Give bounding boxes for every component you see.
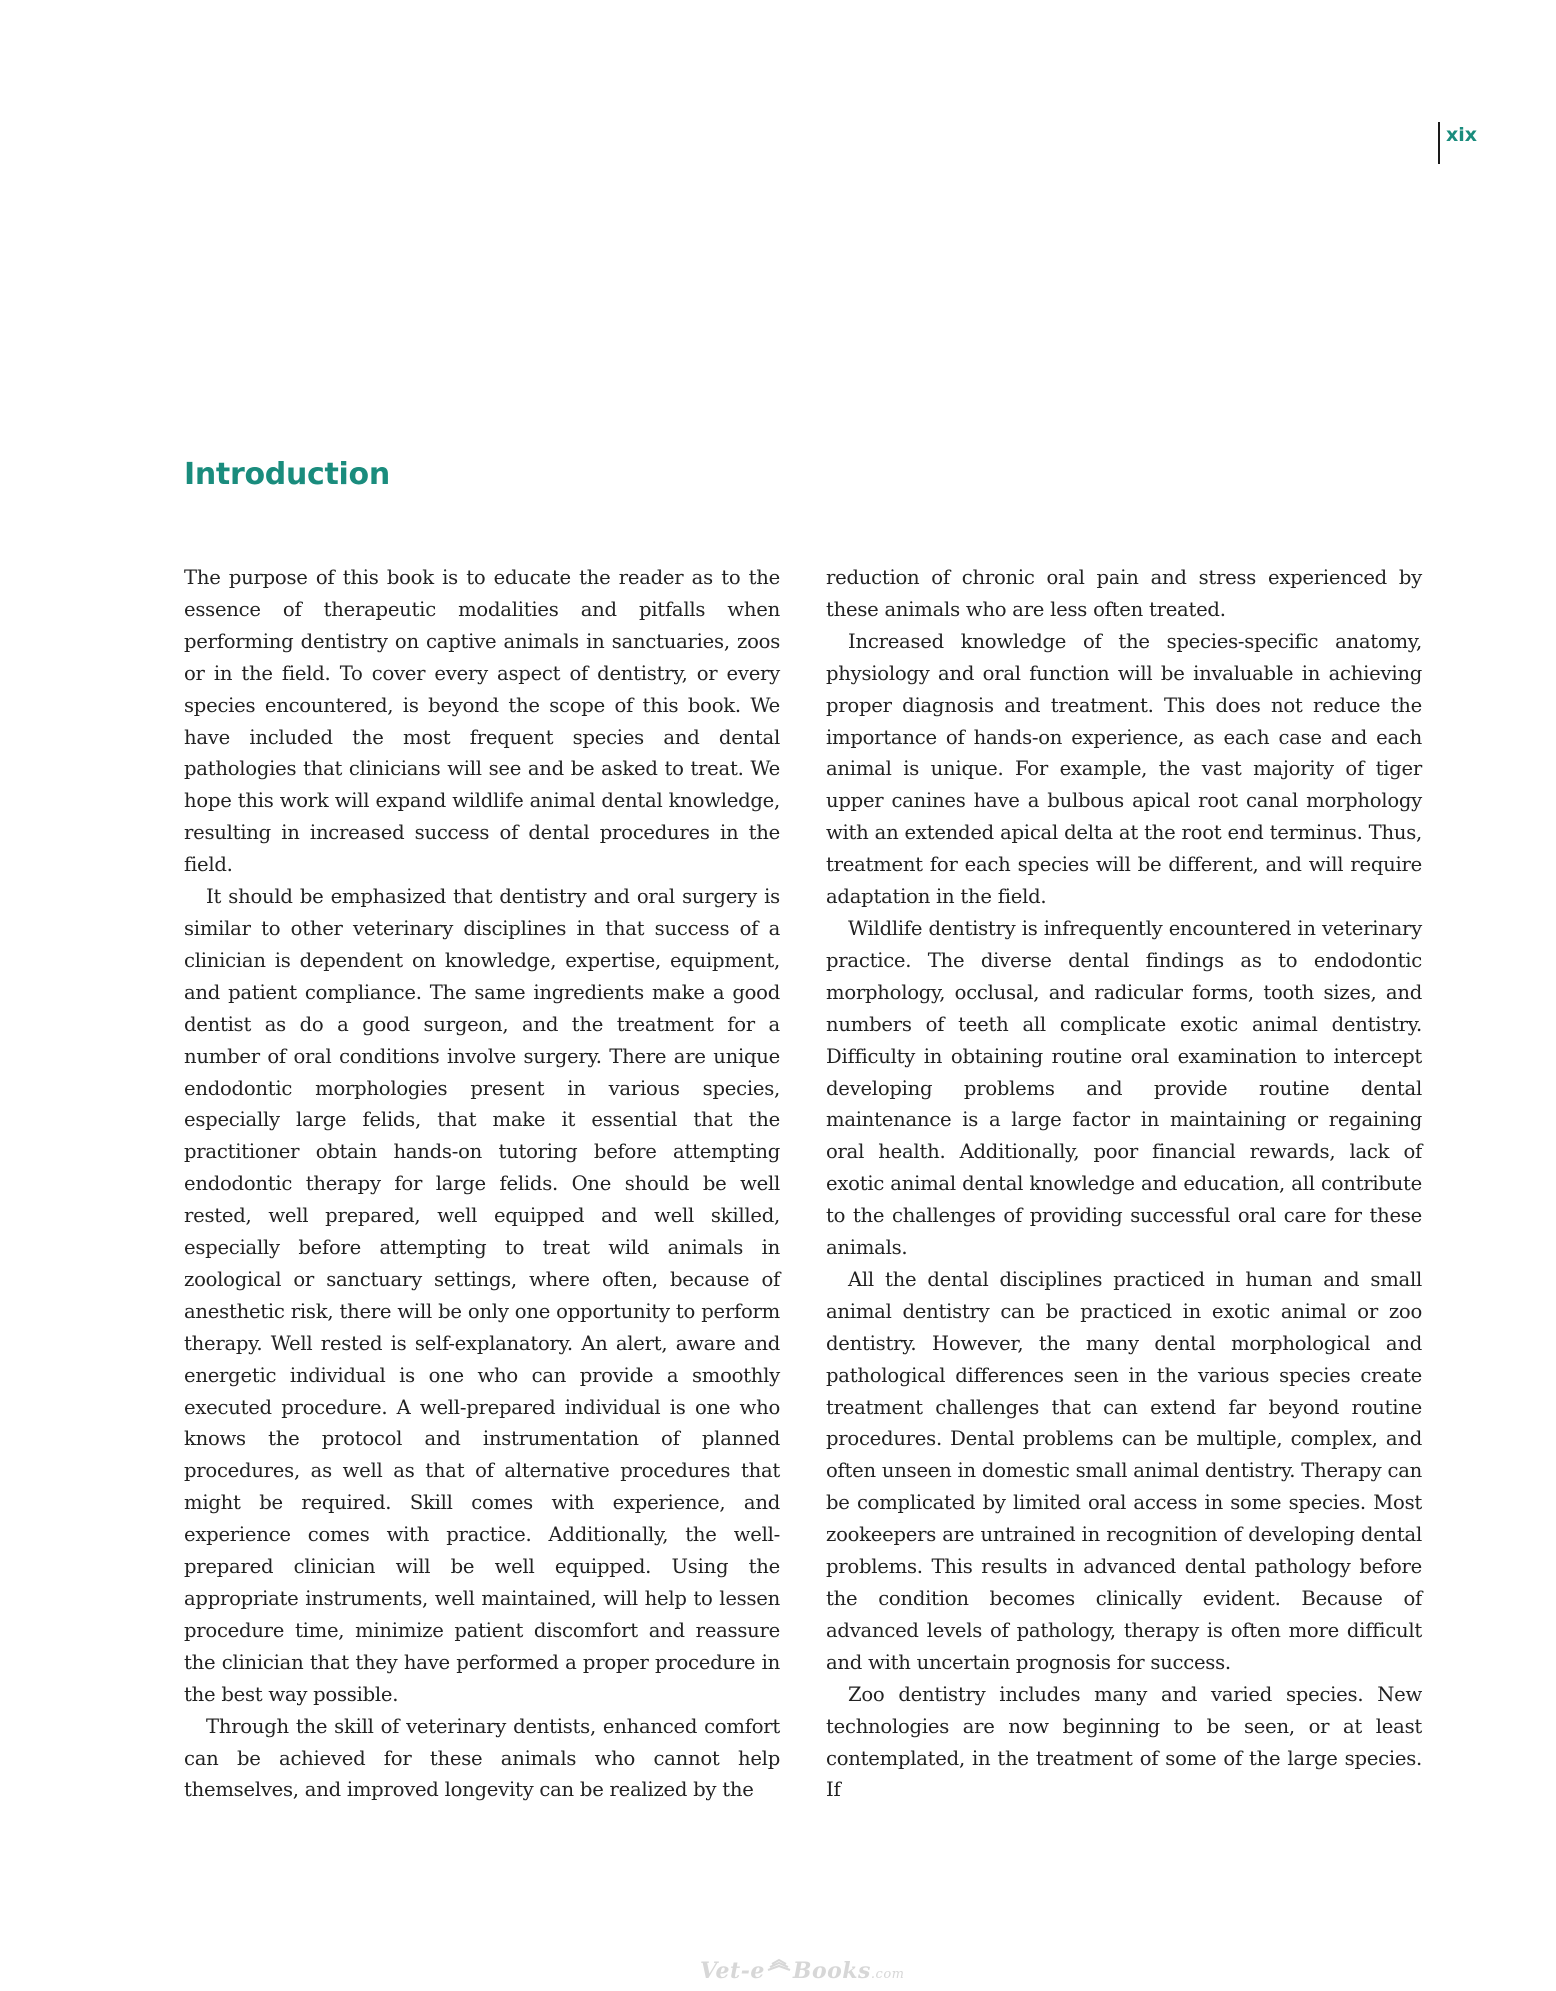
page-number-rule [1438,122,1440,164]
paragraph: The purpose of this book is to educate the reader as to the essence of therapeutic modalities and pitfalls when performing dentistry on captive animals in sanctuaries, zoos or in the field. To cover every aspect of dentistry, or every species encountered, is beyond the scope of this book. We have included the most frequent species and dental pathologies that clinicians will see and be asked to treat. We hope this work will expand wildlife animal dental knowledge, resulting in increased success of dental procedures in the field. [184,566,780,877]
paragraph: All the dental disciplines practiced in human and small animal dentistry can be practiced in exotic animal or zoo dentistry. However, the many dental morphological and pathological differences seen in the various species create treatment challenges that can extend far beyond routine procedures. Dental problems can be multiple, complex, and often unseen in domestic small animal dentistry. Therapy can be complicated by limited oral access in some species. Most zookeepers are untrained in recognition of developing dental problems. This results in advanced dental pathology before the condition becomes clinically evident. Because of advanced levels of pathology, therapy is often more difficult and with uncertain prognosis for success. [826,1267,1422,1674]
watermark-prefix: Vet-e [700,1958,765,1984]
paragraph: It should be emphasized that dentistry and oral surgery is similar to other veterinary disciplines in that success of a clinician is dependent on knowledge, expertise, equipment, and patient compliance. The same ingredients make a good dentist as do a good surgeon, and the treatment for a number of oral conditions involve surgery. There are unique endodontic morphologies present in various species, especially large felids, that make it essential that the practitioner obtain hands-on tutoring before attempting endodontic therapy for large felids. One should be well rested, well prepared, well equipped and well skilled, especially before attempting to treat wild animals in zoological or sanctuary settings, where often, because of anesthetic risk, there will be only one opportunity to perform therapy. Well rested is self-explanatory. An alert, aware and energetic individual is one who can provide a smoothly executed procedure. A well-prepared individual is one who knows the protocol and instrumentation of planned procedures, as well as that of alternative procedures that might be required. Skill comes with experience, and experience comes with practice. Additionally, the well-prepared clinician will be well equipped. Using the appropriate instruments, well maintained, will help to lessen procedure time, minimize patient discomfort and reassure the clinician that they have performed a proper procedure in the best way possible. [184,885,780,1706]
paragraph: reduction of chronic oral pain and stress experienced by these animals who are less often treated. [826,566,1422,621]
watermark-middle: Books [792,1958,871,1984]
watermark [700,1952,905,1984]
chapter-title: Introduction [184,457,390,492]
paragraph: Zoo dentistry includes many and varied species. New technologies are now beginning to be seen, or at least contemplated, in the treatment of some of the large species. If [826,1682,1422,1802]
paragraph: Increased knowledge of the species-specific anatomy, physiology and oral function will be invaluable in achieving proper diagnosis and treatment. This does not reduce the importance of hands-on experience, as each case and each animal is unique. For example, the vast majority of tiger upper canines have a bulbous apical root canal morphology with an extended apical delta at the root end terminus. Thus, treatment for each species will be different, and will require adaptation in the field. [826,629,1422,909]
left-column [184,562,780,1806]
paragraph: Through the skill of veterinary dentists, enhanced comfort can be achieved for these animals who cannot help themselves, and improved longevity can be realized by the [184,1714,780,1802]
page-number: xix [1446,124,1478,146]
watermark-suffix: .com [870,1967,905,1982]
paragraph: Wildlife dentistry is infrequently encountered in veterinary practice. The diverse dental findings as to endodontic morphology, occlusal, and radicular forms, tooth sizes, and numbers of teeth all complicate exotic animal dentistry. Difficulty in obtaining routine oral examination to intercept developing problems and provide routine dental maintenance is a large factor in maintaining or regaining oral health. Additionally, poor financial rewards, lack of exotic animal dental knowledge and education, all contribute to the challenges of providing successful oral care for these animals. [826,916,1422,1260]
book-icon [766,1952,792,1968]
right-column [826,562,1422,1806]
